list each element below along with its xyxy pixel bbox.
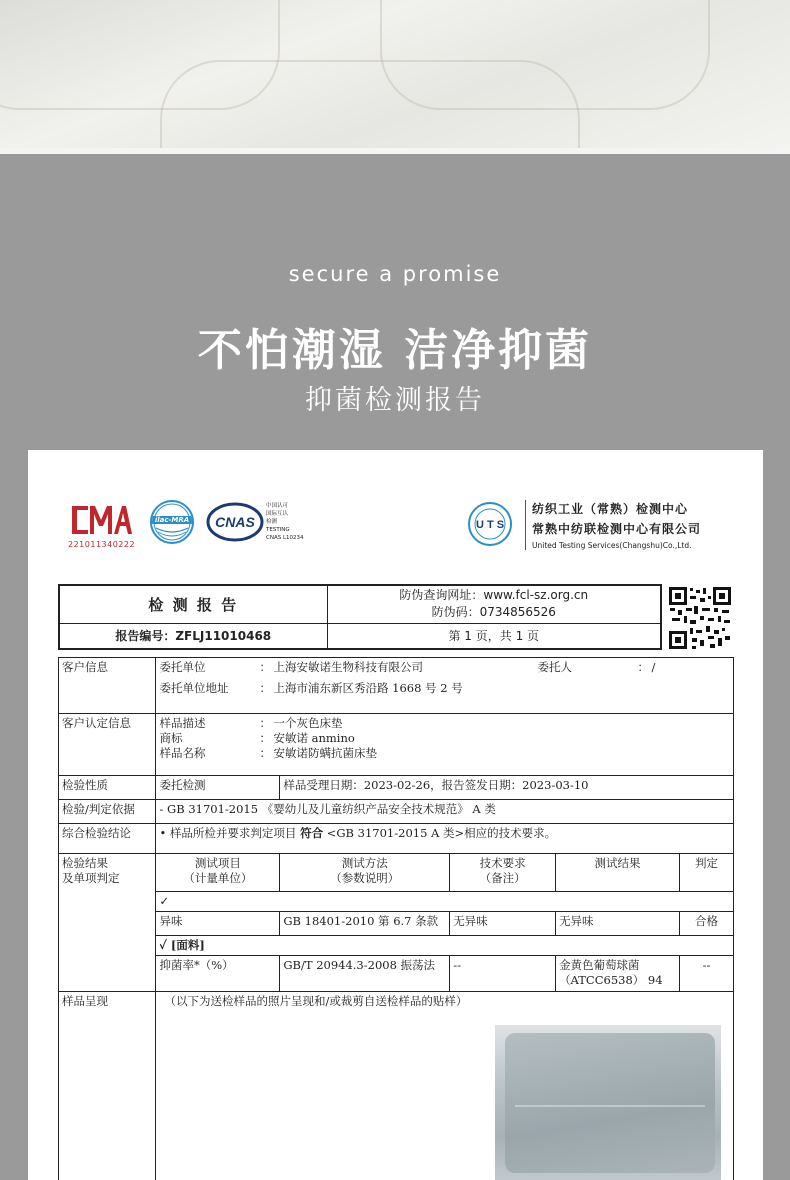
col-result: 测试结果: [556, 854, 680, 892]
col-method-2: （参数说明）: [330, 871, 400, 885]
subheadline: 抑菌检测报告: [305, 385, 485, 416]
mattress-image: [505, 1033, 715, 1173]
colon: ：: [259, 660, 271, 674]
row1-requirement: 无异味: [450, 912, 556, 936]
row2-requirement: --: [450, 956, 556, 992]
section-conclusion: 综合检验结论: [59, 824, 156, 854]
cma-code: 221011340222: [68, 540, 136, 549]
conclusion-value: [156, 824, 734, 854]
col-judge: 判定: [680, 854, 734, 892]
sample-photo: [495, 1025, 721, 1180]
colon: ：: [259, 716, 271, 730]
row2-result-line1: 金黄色葡萄球菌: [559, 958, 640, 972]
qr-code-icon: [668, 586, 732, 650]
cnas-logo-icon: [206, 502, 264, 542]
uts-label: U T S: [475, 519, 505, 531]
client-address-row: [159, 681, 730, 696]
results-label-1: 检验结果: [62, 856, 108, 870]
cnas-line: 中国认可: [266, 503, 289, 509]
org-name-en: United Testing Services(Changshu)Co.,Ltd.: [532, 541, 692, 550]
page-info: 第 1 页，共 1 页: [327, 623, 661, 649]
check-row-1: ✓: [156, 892, 734, 912]
cnas-label: CNAS: [215, 514, 255, 530]
check-row-2: ✓ [面料]: [156, 936, 734, 956]
address-label: 委托单位地址: [159, 681, 229, 695]
colon: ：: [259, 746, 271, 760]
quilt-seam: [160, 60, 580, 148]
org-name-cn1: 纺织工业（常熟）检测中心: [532, 502, 689, 516]
org-name-cn2: 常熟中纺联检测中心有限公司: [532, 522, 702, 536]
desc-label: 样品描述: [159, 716, 206, 730]
conclusion-suffix: <GB 31701-2015 A 类>相应的技术要求。: [323, 826, 557, 840]
client-entrust-row: [159, 660, 730, 675]
results-label-2: 及单项判定: [62, 871, 120, 885]
row2-item: 抑菌率*（%）: [156, 956, 280, 992]
mattress-fold: [515, 1105, 705, 1107]
client-info: [156, 658, 734, 714]
col-requirement: [450, 854, 556, 892]
conclusion-bold: 符合: [300, 826, 324, 840]
row2-result-line2: （ATCC6538） 94: [559, 973, 663, 987]
colon: ：: [637, 660, 649, 674]
sample-brand-row: [159, 731, 730, 746]
cnas-line: TESTING: [266, 527, 290, 533]
col-req-1: 技术要求: [479, 856, 526, 870]
sample-info: [156, 714, 734, 776]
promo-section: [0, 154, 790, 450]
cnas-line: CNAS L10234: [266, 535, 304, 541]
report-title: 检 测 报 告: [59, 585, 327, 623]
entrust-value: 上海安敏诺生物科技有限公司: [273, 660, 423, 674]
section-basis: 检验/判定依据: [59, 800, 156, 824]
row2-result: [556, 956, 680, 992]
brand-value: 安敏诺 anmino: [273, 731, 355, 745]
col-item-1: 测试项目: [194, 856, 241, 870]
hero-pillow-photo: [0, 0, 790, 148]
row1-item: 异味: [156, 912, 280, 936]
section-photo: 样品呈现: [59, 992, 156, 1180]
brand-label: 商标: [159, 731, 183, 745]
nature-value: 委托检测: [156, 776, 280, 800]
col-req-2: （备注）: [479, 871, 526, 885]
basis-value: - GB 31701-2015 《婴幼儿及儿童纺织产品安全技术规范》 A 类: [156, 800, 734, 824]
section-sample: 客户认定信息: [59, 714, 156, 776]
sample-desc-row: [159, 716, 730, 731]
col-item: [156, 854, 280, 892]
certification-logos: [28, 450, 763, 580]
ilac-mra-logo-icon: [150, 500, 194, 544]
desc-value: 一个灰色床垫: [273, 716, 343, 730]
row1-method: GB 18401-2010 第 6.7 条款: [280, 912, 450, 936]
section-client: 客户信息: [59, 658, 156, 714]
name-label: 样品名称: [159, 746, 206, 760]
col-method-1: 测试方法: [341, 856, 388, 870]
verify-info: [327, 585, 661, 623]
address-value: 上海市浦东新区秀沿路 1668 号 2 号: [273, 681, 463, 695]
ilac-label: ilac-MRA: [152, 516, 192, 524]
colon: ：: [259, 731, 271, 745]
headline: 不怕潮湿 洁净抑菌: [197, 325, 593, 376]
row2-method: GB/T 20944.3-2008 振荡法: [280, 956, 450, 992]
col-item-2: （计量单位）: [183, 871, 253, 885]
uts-logo-icon: [466, 500, 514, 548]
section-results: [59, 854, 156, 992]
cma-logo-icon: [68, 502, 134, 538]
colon: ：: [259, 681, 271, 695]
tagline: secure a promise: [288, 262, 502, 286]
cnas-line: 国际互认: [266, 511, 289, 517]
testing-organization: [525, 500, 701, 550]
col-method: [280, 854, 450, 892]
person-label: 委托人: [537, 660, 572, 674]
photo-note: （以下为送检样品的照片呈现和/或裁剪自送检样品的贴样）: [156, 992, 734, 1180]
report-number: 报告编号：ZFLJ11010468: [59, 623, 327, 649]
entrust-label: 委托单位: [159, 660, 206, 674]
row1-result: 无异味: [556, 912, 680, 936]
row2-judge: --: [680, 956, 734, 992]
conclusion-prefix: • 样品所检并要求判定项目: [159, 826, 301, 840]
name-value: 安敏诺防螨抗菌床垫: [273, 746, 377, 760]
verify-code: 防伪码：0734856526: [431, 605, 556, 620]
person-value: /: [651, 660, 656, 674]
cnas-line: 检测: [266, 519, 278, 525]
row1-judge: 合格: [680, 912, 734, 936]
verify-site: 防伪查询网址：www.fcl-sz.org.cn: [399, 588, 589, 603]
test-report-document: [28, 450, 763, 1180]
cnas-caption: [266, 502, 304, 542]
section-nature: 检验性质: [59, 776, 156, 800]
report-header-table: [58, 584, 662, 650]
nature-dates: 样品受理日期：2023-02-26，报告签发日期：2023-03-10: [280, 776, 734, 800]
sample-name-row: [159, 746, 730, 761]
